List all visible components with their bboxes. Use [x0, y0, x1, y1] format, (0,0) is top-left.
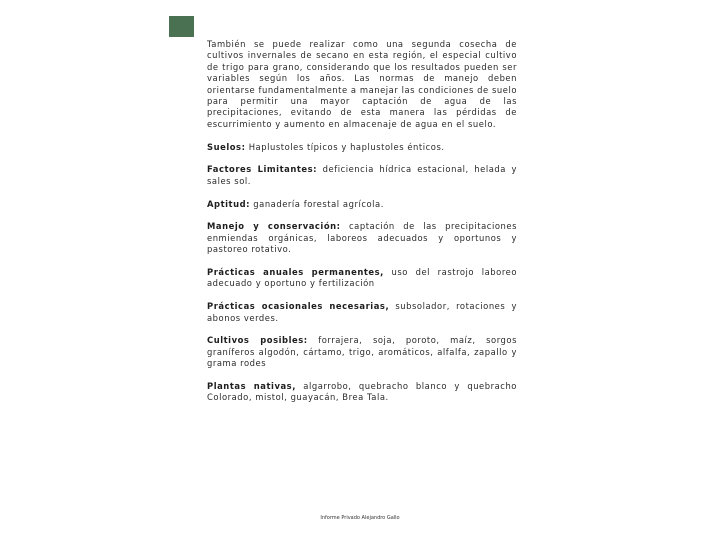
- section-text: deficiencia hídrica estacional, helada y sales sol.: [207, 164, 517, 186]
- header-accent-square: [169, 16, 194, 37]
- section-label: Aptitud:: [207, 198, 251, 209]
- section-label: Plantas nativas,: [207, 381, 296, 392]
- intro-paragraph: También se puede realizar como una segunda cosecha de cultivos invernales de secano en esta región, el especial cultivo de trigo para grano, considerando que los resultados pueden ser variables según los años. Las normas de manejo deben orientarse fundamentalmente a manejar las condiciones de suelo para permitir una mayor captación de agua de las precipitaciones, evitando de esta manera las pérdidas de escurrimiento y aumento en almacenaje de agua en el suelo.: [207, 39, 517, 129]
- section-text: forrajera, soja, poroto, maíz, sorgos graníferos algodón, cártamo, trigo, aromáticos, alfalfa, zapallo y grama rodes: [207, 335, 517, 369]
- page-footer: Informe Privado Alejandro Gallo: [320, 515, 400, 521]
- section-factores-limitantes: [207, 164, 517, 187]
- section-cultivos-posibles: [207, 335, 517, 369]
- section-text: ganadería forestal agrícola.: [250, 198, 384, 209]
- section-suelos: [207, 142, 517, 153]
- section-text: subsolador, rotaciones y abonos verdes.: [207, 301, 517, 323]
- section-label: Manejo y conservación:: [207, 221, 341, 232]
- section-label: Factores Limitantes:: [207, 164, 318, 175]
- section-manejo-conservacion: [207, 221, 517, 255]
- section-label: Prácticas anuales permanentes,: [207, 267, 384, 278]
- section-practicas-ocasionales: [207, 301, 517, 324]
- section-text: uso del rastrojo laboreo adecuado y oportuno y fertilización: [207, 267, 518, 289]
- document-body: [207, 39, 517, 415]
- section-text: Haplustoles típicos y haplustoles énticos.: [245, 141, 445, 152]
- section-label: Suelos:: [207, 141, 246, 152]
- section-label: Prácticas ocasionales necesarias,: [207, 301, 390, 312]
- section-practicas-anuales: [207, 267, 517, 290]
- section-label: Cultivos posibles:: [207, 335, 308, 346]
- section-aptitud: [207, 199, 517, 210]
- section-text: algarrobo, quebracho blanco y quebracho Colorado, mistol, guayacán, Brea Tala.: [207, 381, 517, 403]
- section-plantas-nativas: [207, 381, 517, 404]
- section-text: captación de las precipitaciones enmiendas orgánicas, laboreos adecuados y oportunos y pastoreo rotativo.: [207, 221, 517, 255]
